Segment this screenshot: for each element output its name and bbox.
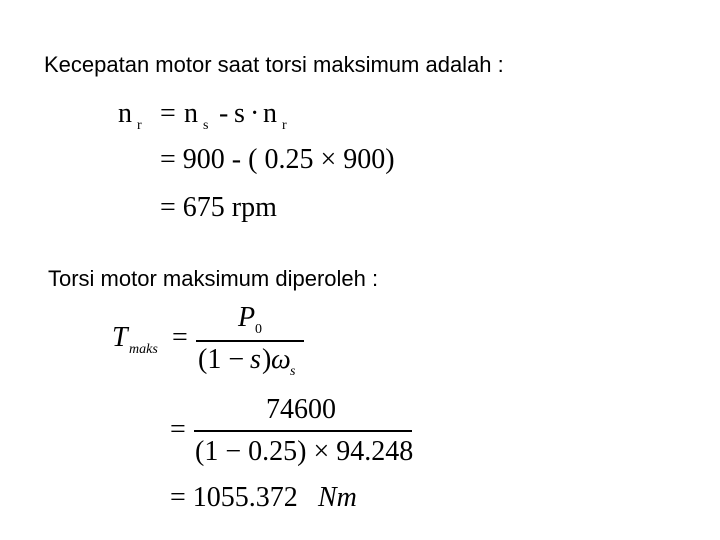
fraction-bar-2 <box>194 430 412 432</box>
denominator-value: (1 − 0.25) × 94.248 <box>195 436 414 467</box>
equals-sign: = <box>160 98 176 129</box>
minus-sign: - <box>219 98 229 129</box>
speed-result: = 675 rpm <box>160 192 277 223</box>
torque-symbol: T <box>112 322 128 353</box>
denominator-close: ) <box>262 344 272 375</box>
power-subscript: 0 <box>255 322 262 337</box>
multiply-dot: · <box>250 98 260 129</box>
nr-subscript: r <box>137 118 142 133</box>
torque-unit: Nm <box>318 482 357 513</box>
denominator-slip: s <box>250 344 261 375</box>
heading-kecepatan: Kecepatan motor saat torsi maksimum adalah : <box>44 52 504 77</box>
equals-sign-2: = <box>172 322 188 353</box>
power-symbol: P <box>238 302 256 333</box>
slip-symbol: s <box>234 98 245 129</box>
denominator-open: (1 − <box>198 344 245 375</box>
omega-symbol: ω <box>271 344 291 375</box>
nr-symbol: n <box>118 98 132 129</box>
nr-symbol-2: n <box>263 98 277 129</box>
ns-subscript: s <box>203 118 209 133</box>
omega-subscript: s <box>290 364 296 379</box>
nr-subscript-2: r <box>282 118 287 133</box>
heading-torsi: Torsi motor maksimum diperoleh : <box>48 266 379 291</box>
fraction-bar-1 <box>196 340 304 342</box>
speed-substitution: = 900 - ( 0.25 × 900) <box>160 144 395 175</box>
torque-subscript: maks <box>129 342 158 357</box>
torque-result: = 1055.372 <box>170 482 298 513</box>
equals-sign-3: = <box>170 414 186 445</box>
ns-symbol: n <box>184 98 198 129</box>
numerator-value: 74600 <box>266 394 336 425</box>
